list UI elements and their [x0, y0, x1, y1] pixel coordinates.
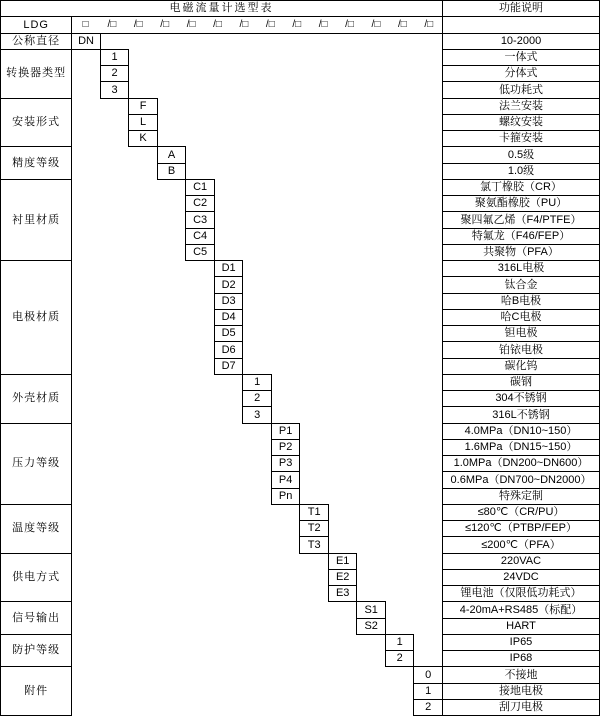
- option-description: IP65: [443, 634, 600, 650]
- table-row: [1, 423, 600, 439]
- model-prefix: LDG: [1, 17, 72, 33]
- option-description: 锂电池（仅限低功耗式）: [443, 586, 600, 602]
- model-code-row: [1, 17, 600, 33]
- spacer-left: [72, 504, 300, 553]
- spacer-right: [129, 49, 443, 98]
- option-code[interactable]: D4: [214, 309, 243, 325]
- option-description: 低功耗式: [443, 82, 600, 98]
- option-description: 哈C电极: [443, 309, 600, 325]
- option-description: 碳化钨: [443, 358, 600, 374]
- option-code[interactable]: D5: [214, 326, 243, 342]
- option-code[interactable]: P4: [271, 472, 300, 488]
- table-row: [1, 179, 600, 195]
- option-description: 不接地: [443, 667, 600, 683]
- option-description: 304不锈钢: [443, 391, 600, 407]
- option-description: 刮刀电极: [443, 699, 600, 715]
- option-code[interactable]: F: [129, 98, 158, 114]
- spacer-left: [72, 553, 329, 602]
- spacer-left: [72, 98, 129, 147]
- option-code[interactable]: S1: [357, 602, 386, 618]
- row-label-7: 外壳材质: [1, 374, 72, 423]
- option-code[interactable]: P3: [271, 456, 300, 472]
- option-description: 4-20mA+RS485（标配）: [443, 602, 600, 618]
- option-code[interactable]: C5: [186, 244, 215, 260]
- row-label-6: 电极材质: [1, 261, 72, 375]
- option-description: 法兰安装: [443, 98, 600, 114]
- option-code[interactable]: 2: [385, 651, 414, 667]
- option-code[interactable]: 1: [100, 49, 129, 65]
- option-code[interactable]: L: [129, 114, 158, 130]
- option-code[interactable]: T2: [300, 521, 329, 537]
- spacer-right: [328, 504, 442, 553]
- table-row: [1, 49, 600, 65]
- option-description: 1.0MPa（DN200~DN600）: [443, 456, 600, 472]
- option-code[interactable]: S2: [357, 618, 386, 634]
- option-description: 24VDC: [443, 569, 600, 585]
- table-row: [1, 98, 600, 114]
- option-code[interactable]: D6: [214, 342, 243, 358]
- option-code[interactable]: 1: [243, 374, 272, 390]
- spacer-left: [72, 423, 272, 504]
- option-code[interactable]: C1: [186, 179, 215, 195]
- table-body: [1, 1, 600, 716]
- spacer-right: [243, 261, 443, 375]
- desc-column-header: 功能说明: [443, 1, 600, 17]
- spacer-right: [300, 423, 443, 504]
- option-description: 4.0MPa（DN10~150）: [443, 423, 600, 439]
- option-code[interactable]: T3: [300, 537, 329, 553]
- option-code[interactable]: 2: [414, 699, 443, 715]
- row-label-10: 供电方式: [1, 553, 72, 602]
- option-description: 0.5级: [443, 147, 600, 163]
- option-code[interactable]: 1: [385, 634, 414, 650]
- spacer-right: [414, 634, 443, 667]
- table-row: [1, 634, 600, 650]
- option-code[interactable]: 3: [243, 407, 272, 423]
- option-code[interactable]: DN: [72, 33, 101, 49]
- option-description: 卡箍安装: [443, 131, 600, 147]
- option-code[interactable]: E2: [328, 569, 357, 585]
- option-code[interactable]: C3: [186, 212, 215, 228]
- table-row: [1, 553, 600, 569]
- option-description: 0.6MPa（DN700~DN2000）: [443, 472, 600, 488]
- row-label-12: 防护等级: [1, 634, 72, 667]
- row-label-3: 安装形式: [1, 98, 72, 147]
- model-code-slots: □ /□ /□ /□ /□ /□ /□ /□ /□ /□ /□ /□ /□ /□: [72, 17, 443, 33]
- option-description: 哈B电极: [443, 293, 600, 309]
- option-description: ≤80℃（CR/PU）: [443, 504, 600, 520]
- option-code[interactable]: 2: [100, 66, 129, 82]
- option-description: 特殊定制: [443, 488, 600, 504]
- row-label-4: 精度等级: [1, 147, 72, 180]
- option-code[interactable]: 1: [414, 683, 443, 699]
- row-label-11: 信号输出: [1, 602, 72, 635]
- spacer-right: [271, 374, 442, 423]
- option-code[interactable]: D3: [214, 293, 243, 309]
- row-label-2: 转换器类型: [1, 49, 72, 98]
- option-description: 聚氨酯橡胶（PU）: [443, 196, 600, 212]
- table-row: [1, 667, 600, 683]
- table-row: [1, 504, 600, 520]
- row-label-1: 公称直径: [1, 33, 72, 49]
- option-code[interactable]: 3: [100, 82, 129, 98]
- option-code[interactable]: D1: [214, 261, 243, 277]
- desc-blank: [443, 17, 600, 33]
- row-label-13: 附件: [1, 667, 72, 716]
- option-code[interactable]: K: [129, 131, 158, 147]
- option-description: 接地电极: [443, 683, 600, 699]
- option-code[interactable]: T1: [300, 504, 329, 520]
- table-header-row: [1, 1, 600, 17]
- option-description: 共聚物（PFA）: [443, 244, 600, 260]
- row-label-5: 衬里材质: [1, 179, 72, 260]
- table-row: [1, 374, 600, 390]
- option-description: 螺纹安装: [443, 114, 600, 130]
- option-description: 钛合金: [443, 277, 600, 293]
- option-description: 碳钢: [443, 374, 600, 390]
- option-code[interactable]: P1: [271, 423, 300, 439]
- option-code[interactable]: A: [157, 147, 186, 163]
- option-description: 10-2000: [443, 33, 600, 49]
- spacer-left: [72, 261, 215, 375]
- option-description: 316L不锈钢: [443, 407, 600, 423]
- spacer-left: [72, 667, 414, 716]
- option-description: 氯丁橡胶（CR）: [443, 179, 600, 195]
- spacer-right: [157, 98, 442, 147]
- table-row: [1, 33, 600, 49]
- spacer-right: [357, 553, 443, 602]
- option-code[interactable]: E1: [328, 553, 357, 569]
- spacer-right: [186, 147, 443, 180]
- option-code[interactable]: E3: [328, 586, 357, 602]
- option-code[interactable]: D2: [214, 277, 243, 293]
- option-code[interactable]: Pn: [271, 488, 300, 504]
- option-description: 316L电极: [443, 261, 600, 277]
- spacer-left: [72, 634, 386, 667]
- spacer-left: [72, 147, 158, 180]
- row-label-9: 温度等级: [1, 504, 72, 553]
- spacer-left: [72, 49, 101, 98]
- spacer-left: [72, 179, 186, 260]
- table-row: [1, 261, 600, 277]
- table-row: [1, 147, 600, 163]
- option-description: 1.0级: [443, 163, 600, 179]
- option-code[interactable]: C2: [186, 196, 215, 212]
- option-code[interactable]: 2: [243, 391, 272, 407]
- option-code[interactable]: B: [157, 163, 186, 179]
- option-description: 一体式: [443, 49, 600, 65]
- option-code[interactable]: C4: [186, 228, 215, 244]
- option-description: HART: [443, 618, 600, 634]
- page-title: 电磁流量计选型表: [1, 1, 443, 17]
- option-description: ≤200℃（PFA）: [443, 537, 600, 553]
- option-code[interactable]: P2: [271, 439, 300, 455]
- spacer-left: [72, 374, 243, 423]
- option-description: 1.6MPa（DN15~150）: [443, 439, 600, 455]
- spacer-right: [385, 602, 442, 635]
- option-description: 铂铱电极: [443, 342, 600, 358]
- option-description: 220VAC: [443, 553, 600, 569]
- spacer-right: [214, 179, 442, 260]
- option-code[interactable]: D7: [214, 358, 243, 374]
- option-description: 分体式: [443, 66, 600, 82]
- option-description: 特氟龙（F46/FEP）: [443, 228, 600, 244]
- option-description: 聚四氟乙烯（F4/PTFE）: [443, 212, 600, 228]
- spacer-left: [72, 602, 357, 635]
- option-description: 钽电极: [443, 326, 600, 342]
- option-code[interactable]: 0: [414, 667, 443, 683]
- table-row: [1, 602, 600, 618]
- option-description: IP68: [443, 651, 600, 667]
- option-description: ≤120℃（PTBP/FEP）: [443, 521, 600, 537]
- row-label-8: 压力等级: [1, 423, 72, 504]
- spacer-right: [100, 33, 442, 49]
